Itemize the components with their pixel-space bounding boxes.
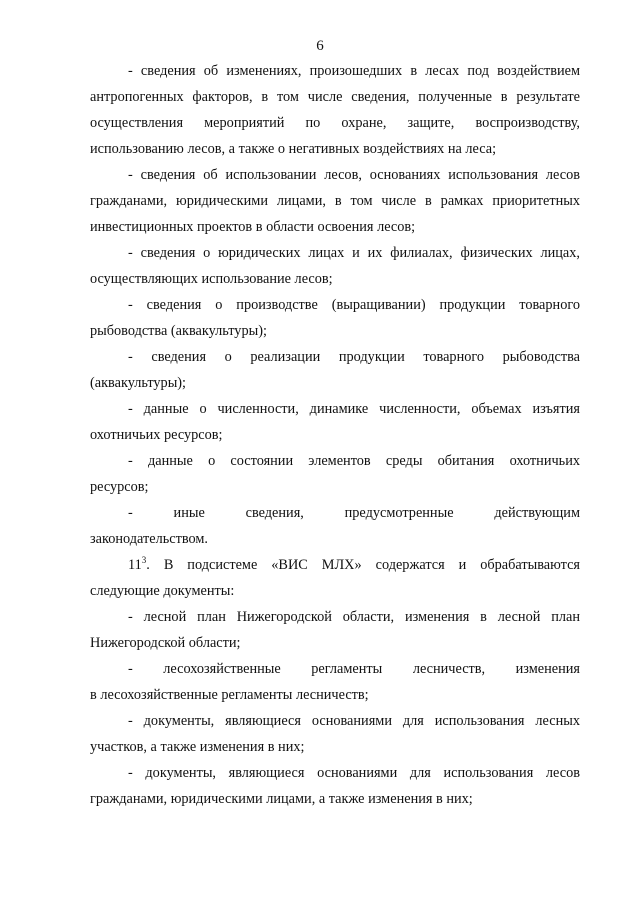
text-line: рыбоводства (аквакультуры); (90, 323, 267, 339)
clause-number: 11 (128, 557, 142, 573)
paragraph-forest-usage (90, 162, 580, 240)
text-line: - документы, являющиеся основаниями для использования лесных (128, 713, 580, 729)
text-line: антропогенных факторов, в том числе сведения, полученные в результате (90, 89, 580, 105)
text-line: - сведения о производстве (выращивании) продукции товарного (128, 297, 580, 313)
text-line: ресурсов; (90, 479, 149, 495)
paragraph-habitat-state (90, 448, 580, 500)
text-line: охотничьих ресурсов; (90, 427, 223, 443)
paragraph-legal-entities (90, 240, 580, 292)
clause-11-3 (90, 552, 580, 604)
document-body (90, 58, 580, 812)
text-line: участков, а также изменения в них; (90, 739, 305, 755)
text-line: законодательством. (90, 531, 208, 547)
paragraph-forest-usage-documents (90, 760, 580, 812)
text-line: - сведения о реализации продукции товарного рыбоводства (128, 349, 580, 365)
clause-text: . В подсистеме «ВИС МЛХ» содержатся и обрабатываются (146, 557, 580, 573)
text-line: - иные сведения, предусмотренные действующим (128, 505, 580, 521)
paragraph-hunting-resources-population (90, 396, 580, 448)
text-line: Нижегородской области; (90, 635, 241, 651)
text-line: - сведения об использовании лесов, основаниях использования лесов (128, 167, 580, 183)
paragraph-other-information (90, 500, 580, 552)
text-line: - лесохозяйственные регламенты лесничеств, изменения (128, 661, 580, 677)
text-line: - документы, являющиеся основаниями для использования лесов (128, 765, 580, 781)
text-line: использованию лесов, а также о негативных воздействиях на леса; (90, 141, 497, 157)
text-line: (аквакультуры); (90, 375, 187, 391)
clause-number-superscript: 3 (141, 555, 147, 566)
text-line: осуществления мероприятий по охране, защите, воспроизводству, (90, 115, 580, 131)
text-line (90, 552, 580, 578)
text-line: осуществляющих использование лесов; (90, 271, 333, 287)
text-line: следующие документы: (90, 583, 235, 599)
text-line: в лесохозяйственные регламенты лесничеств; (90, 687, 369, 703)
page-number: 6 (316, 38, 324, 54)
text-line: - сведения об изменениях, произошедших в лесах под воздействием (128, 63, 580, 79)
paragraph-aquaculture-sales (90, 344, 580, 396)
paragraph-forestry-regulations (90, 656, 580, 708)
text-line: - данные о состоянии элементов среды обитания охотничьих (128, 453, 580, 469)
paragraph-anthropogenic-changes (90, 58, 580, 162)
text-line: гражданами, юридическими лицами, в том числе в рамках приоритетных (90, 193, 580, 209)
text-line: - данные о численности, динамике численности, объемах изъятия (128, 401, 580, 417)
paragraph-forest-plan (90, 604, 580, 656)
paragraph-aquaculture-production (90, 292, 580, 344)
text-line: гражданами, юридическими лицами, а также изменения в них; (90, 791, 473, 807)
text-line: - сведения о юридических лицах и их филиалах, физических лицах, (128, 245, 580, 261)
paragraph-forest-plots-documents (90, 708, 580, 760)
text-line: инвестиционных проектов в области освоения лесов; (90, 219, 416, 235)
text-line: - лесной план Нижегородской области, изменения в лесной план (128, 609, 580, 625)
